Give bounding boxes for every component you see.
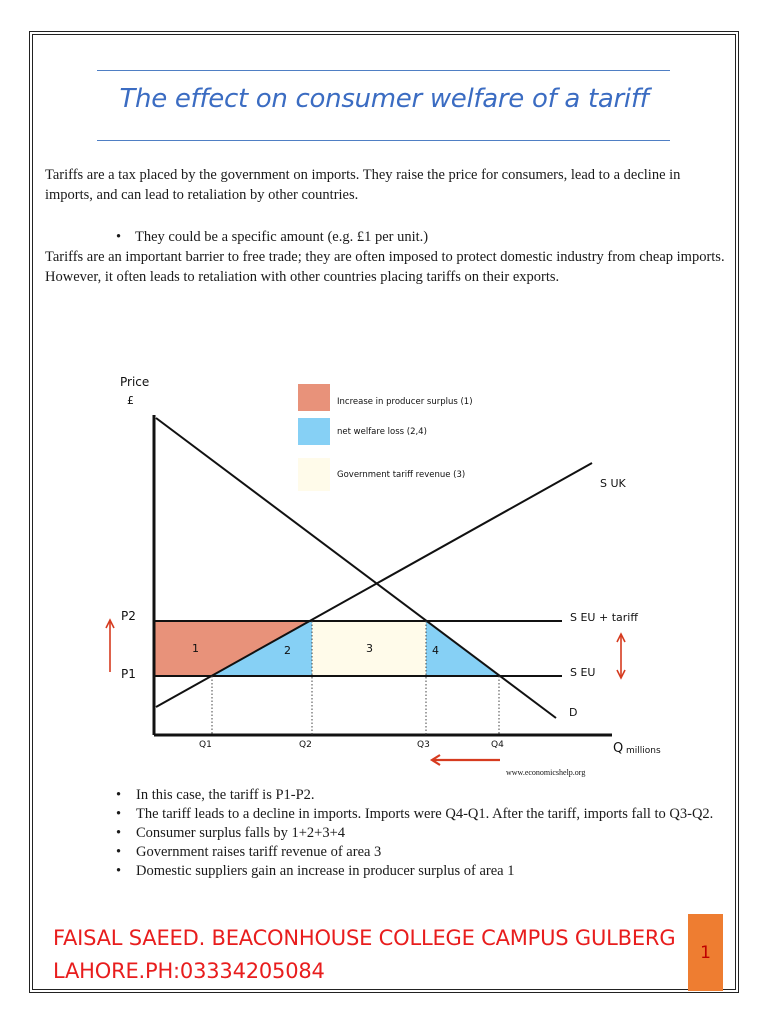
page-title: The effect on consumer welfare of a tariff bbox=[119, 84, 649, 114]
curve-label-s-eu: S EU bbox=[570, 666, 596, 679]
area-label-1: 1 bbox=[192, 642, 199, 655]
curve-label-s-uk: S UK bbox=[600, 477, 626, 490]
quantity-label-q4: Q4 bbox=[491, 740, 504, 750]
curve-label-demand: D bbox=[569, 706, 578, 719]
bullet-marker: • bbox=[116, 229, 122, 245]
x-axis-label: Q bbox=[613, 741, 624, 756]
title-rule-top bbox=[97, 70, 670, 71]
list-item: • The tariff leads to a decline in imports. Imports were Q4-Q1. After the tariff, imports fall to Q3-Q2. bbox=[116, 805, 726, 824]
tariff-gap-arrow bbox=[617, 634, 625, 678]
diagram-source: www.economicshelp.org bbox=[506, 768, 586, 777]
legend-swatch-welfare-loss bbox=[298, 418, 330, 445]
diagram-legend bbox=[298, 384, 473, 491]
barrier-paragraph: Tariffs are an important barrier to free trade; they are often imposed to protect domestic industry from cheap imports. However, it often leads to retaliation with other countries placing tariffs on their exports. bbox=[45, 249, 725, 285]
list-item: • Government raises tariff revenue of area 3 bbox=[116, 843, 726, 862]
footer-line-2: LAHORE.PH:03334205084 bbox=[53, 959, 325, 983]
page-number-badge bbox=[688, 914, 723, 991]
area-label-4: 4 bbox=[432, 644, 439, 657]
title-rule-bottom bbox=[97, 140, 670, 141]
legend-swatch-producer-surplus bbox=[298, 384, 330, 411]
quantity-label-q2: Q2 bbox=[299, 740, 312, 750]
intro-paragraph: Tariffs are a tax placed by the government on imports. They raise the price for consumers, lead to a decline in imports, and can lead to retaliation by other countries. bbox=[45, 167, 681, 203]
area-label-2: 2 bbox=[284, 644, 291, 657]
quantity-label-q1: Q1 bbox=[199, 740, 212, 750]
legend-label-tariff-revenue: Government tariff revenue (3) bbox=[337, 470, 466, 480]
legend-label-welfare-loss: net welfare loss (2,4) bbox=[337, 427, 427, 437]
area-label-3: 3 bbox=[366, 642, 373, 655]
list-item: • Consumer surplus falls by 1+2+3+4 bbox=[116, 824, 726, 843]
price-rise-arrow bbox=[106, 620, 114, 672]
footer-author bbox=[53, 922, 675, 988]
bullet-text: They could be a specific amount (e.g. £1 per unit.) bbox=[135, 229, 429, 245]
price-label-p1: P1 bbox=[121, 667, 136, 681]
quantity-label-q3: Q3 bbox=[417, 740, 430, 750]
x-axis-unit: millions bbox=[626, 746, 661, 756]
price-label-p2: P2 bbox=[121, 609, 136, 623]
y-axis-label: Price bbox=[120, 375, 150, 389]
tariff-diagram bbox=[92, 370, 712, 785]
footer-line-1: FAISAL SAEED. BEACONHOUSE COLLEGE CAMPUS GULBERG bbox=[53, 926, 676, 950]
curve-label-s-eu-tariff: S EU + tariff bbox=[570, 611, 638, 624]
legend-swatch-tariff-revenue bbox=[298, 458, 330, 491]
list-item: • In this case, the tariff is P1-P2. bbox=[116, 786, 726, 805]
import-decline-arrow bbox=[432, 755, 500, 765]
legend-label-producer-surplus: Increase in producer surplus (1) bbox=[337, 397, 473, 407]
y-axis-unit: £ bbox=[127, 394, 134, 407]
list-item: • Domestic suppliers gain an increase in producer surplus of area 1 bbox=[116, 862, 726, 881]
notes-list bbox=[116, 786, 726, 881]
page-number: 1 bbox=[700, 942, 711, 963]
